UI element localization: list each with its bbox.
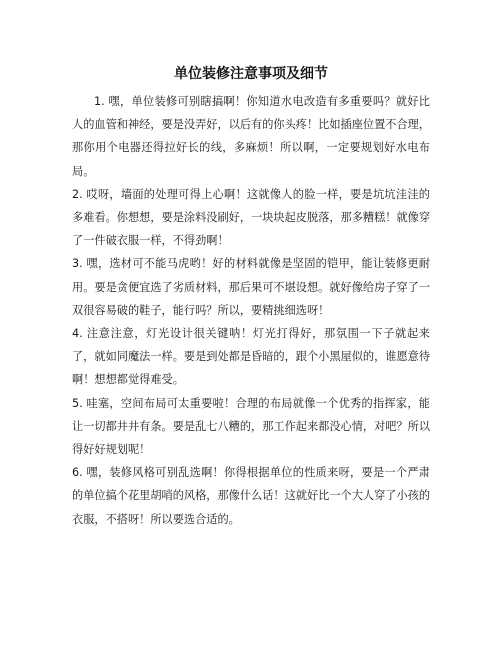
document-title: 单位装修注意事项及细节	[174, 66, 328, 82]
paragraph-1: 1. 嘿，单位装修可别瞎搞啊！你知道水电改造有多重要吗？就好比人的血管和神经，要是没弄好，以后有的你头疼！比如插座位置不合理，那你用个电器还得拉好长的线，多麻烦！所以啊，一定要规划好水电布局。	[72, 95, 431, 178]
paragraph-5: 5. 哇塞，空间布局可太重要啦！合理的布局就像一个优秀的指挥家，能让一切都井井有条。要是乱七八糟的，那工作起来都没心情，对吧？所以得好好规划呢！	[72, 396, 431, 457]
paragraph-2: 2. 哎呀，墙面的处理可得上心啊！这就像人的脸一样，要是坑坑洼洼的多难看。你想想，要是涂料没刷好，一块块起皮脱落，那多糟糕！就像穿了一件破衣服一样，不得劲啊！	[72, 187, 431, 248]
paragraph-6: 6. 嘿，装修风格可别乱选啊！你得根据单位的性质来呀，要是一个严肃的单位搞个花里胡哨的风格，那像什么话！这就好比一个大人穿了小孩的衣服，不搭呀！所以要选合适的。	[72, 466, 431, 526]
paragraph-3: 3. 嘿，选材可不能马虎哟！好的材料就像是坚固的铠甲，能让装修更耐用。要是贪便宜选了劣质材料，那后果可不堪设想。就好像给房子穿了一双很容易破的鞋子，能行吗？所以，要精挑细选呀！	[72, 257, 431, 317]
paragraph-4: 4. 注意注意，灯光设计很关键呐！灯光打得好，那氛围一下子就起来了，就如同魔法一样。要是到处都是昏暗的，跟个小黑屋似的，谁愿意待啊！想想都觉得难受。	[72, 327, 431, 387]
